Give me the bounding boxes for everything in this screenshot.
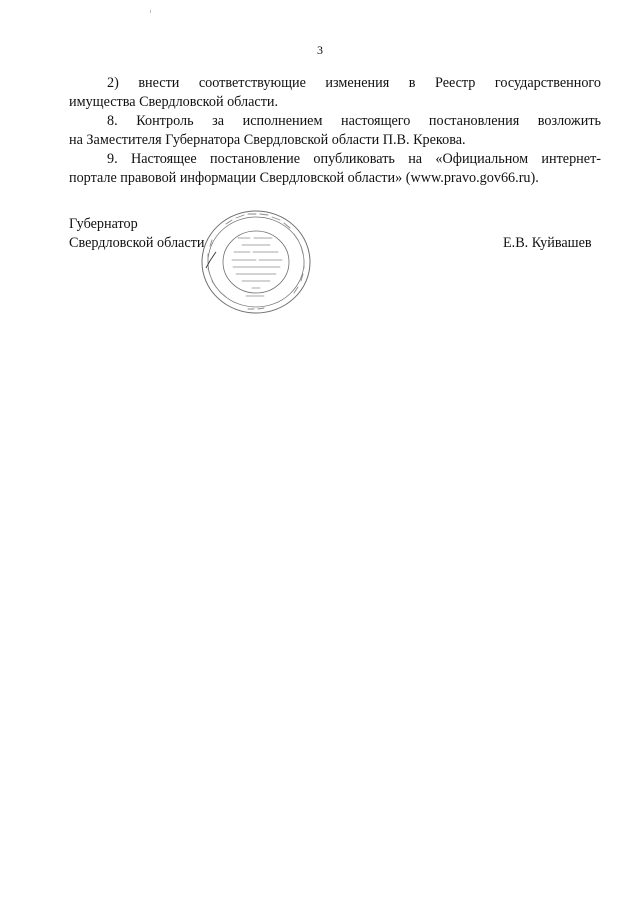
paragraph-item-2 xyxy=(69,74,601,112)
paragraph-line: 9. Настоящее постановление опубликовать на «Официальном интернет- xyxy=(107,151,601,167)
scan-mark xyxy=(150,10,151,13)
paragraph-line: на Заместителя Губернатора Свердловской области П.В. Крекова. xyxy=(69,132,466,148)
signatory-title-line: Свердловской области xyxy=(69,235,205,251)
official-seal-stamp xyxy=(198,210,318,322)
paragraph-line: 2) внести соответствующие изменения в Реестр государственного xyxy=(107,75,601,91)
paragraph-line: портале правовой информации Свердловской области» (www.pravo.gov66.ru). xyxy=(69,170,539,186)
paragraph-item-9 xyxy=(69,150,601,188)
paragraph-line: 8. Контроль за исполнением настоящего постановления возложить xyxy=(107,113,601,129)
paragraph-line: имущества Свердловской области. xyxy=(69,94,279,110)
page-number: 3 xyxy=(317,43,323,57)
seal-graphic xyxy=(198,210,318,322)
signatory-title-line: Губернатор xyxy=(69,216,138,232)
signatory-name: Е.В. Куйвашев xyxy=(503,235,592,251)
signatory-title xyxy=(69,215,204,253)
paragraph-item-8 xyxy=(69,112,601,150)
